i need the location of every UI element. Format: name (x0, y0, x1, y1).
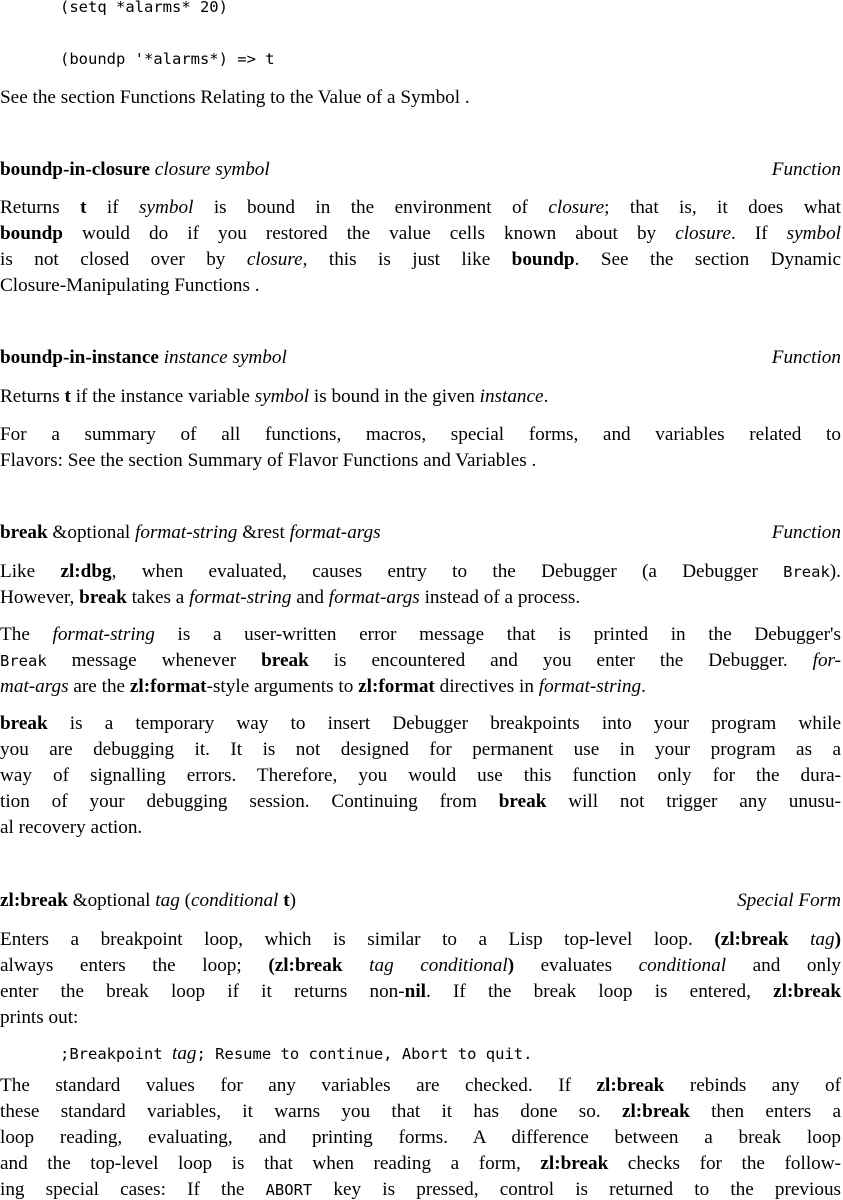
entry-type: Function (771, 347, 841, 368)
code-example-setq: (setq *alarms* 20) (60, 0, 228, 16)
section-reference-link[interactable]: Functions Relating to the Value of a Symbol (119, 87, 461, 108)
function-name: boundp-in-instance (0, 347, 159, 368)
paragraph-line: these standard variables, it warns you that it has done so. zl:break then enters a (0, 1101, 841, 1122)
paragraph-line: boundp would do if you restored the value cells known about by closure. If symbol (0, 223, 841, 244)
entry-header-boundp-in-closure (0, 160, 841, 179)
paragraph-line: is not closed over by closure, this is just like boundp. See the section Dynamic (0, 249, 842, 270)
paragraph-line: Flavors: See the section Summary of Flavor Functions and Variables . (0, 450, 537, 471)
paragraph-line: However, break takes a format-string and format-args instead of a process. (0, 587, 581, 608)
paragraph-line: The standard values for any variables are checked. If zl:break rebinds any of (0, 1075, 841, 1096)
entry-header-break: break &optional format-string &rest format-args Function (0, 522, 841, 543)
function-args: instance symbol (163, 347, 287, 368)
paragraph-line: always enters the loop; (zl:break tag conditional) evaluates conditional and only (0, 955, 842, 976)
function-name: break (0, 522, 48, 543)
function-args: closure symbol (154, 159, 270, 180)
code-example-boundp: (boundp '*alarms*) => t (60, 50, 275, 68)
function-name: zl:break (0, 890, 68, 911)
paragraph-line: al recovery action. (0, 817, 143, 838)
paragraph-line: break is a temporary way to insert Debugger breakpoints into your program while (0, 713, 841, 734)
paragraph-line: you are debugging it. It is not designed for permanent use in your program as a (0, 739, 841, 760)
paragraph-line: loop reading, evaluating, and printing forms. A difference between a break loop (0, 1127, 841, 1148)
paragraph-line: Returns t if symbol is bound in the environment of closure; that is, it does what (0, 197, 842, 218)
abort-key: ABORT (265, 1181, 313, 1199)
entry-header-zl-break: zl:break &optional tag (conditional t) Special Form (0, 890, 841, 911)
paragraph-line: ing special cases: If the ABORT key is pressed, control is returned to the previous (0, 1179, 841, 1200)
paragraph-line: Break message whenever break is encountered and you enter the Debugger. for- (0, 650, 842, 671)
see-section-paragraph: See the section Functions Relating to the Value of a Symbol . (0, 87, 470, 108)
paragraph-line: and the top-level loop is that when reading a form, zl:break checks for the follow- (0, 1153, 841, 1174)
function-name: boundp-in-closure (0, 159, 150, 180)
paragraph-line: tion of your debugging session. Continuing from break will not trigger any unusu- (0, 791, 842, 812)
entry-type: Special Form (737, 890, 841, 911)
entry-type: Function (771, 522, 841, 543)
paragraph-line: prints out: (0, 1007, 79, 1028)
code-example-breakpoint: ;Breakpoint tag; Resume to continue, Abort to quit. (60, 1043, 533, 1064)
section-reference-link[interactable]: Closure-Manipulating Functions . (0, 275, 260, 296)
paragraph-line: For a summary of all functions, macros, special forms, and variables related to (0, 424, 841, 445)
entry-type: Function (771, 159, 841, 180)
entry-header-boundp-in-instance (0, 348, 841, 367)
paragraph-line: Returns t if the instance variable symbol is bound in the given instance. (0, 386, 549, 407)
paragraph-line: The format-string is a user-written error message that is printed in the Debugger's (0, 624, 841, 645)
paragraph-line: Enters a breakpoint loop, which is similar to a Lisp top-level loop. (zl:break tag) (0, 929, 841, 950)
paragraph-line: enter the break loop if it returns non-nil. If the break loop is entered, zl:break (0, 981, 841, 1002)
paragraph-line: Like zl:dbg, when evaluated, causes entry to the Debugger (a Debugger Break). (0, 561, 841, 582)
paragraph-line: way of signalling errors. Therefore, you would use this function only for the dura- (0, 765, 841, 786)
paragraph-line: mat-args are the zl:format-style arguments to zl:format directives in format-string. (0, 676, 646, 697)
